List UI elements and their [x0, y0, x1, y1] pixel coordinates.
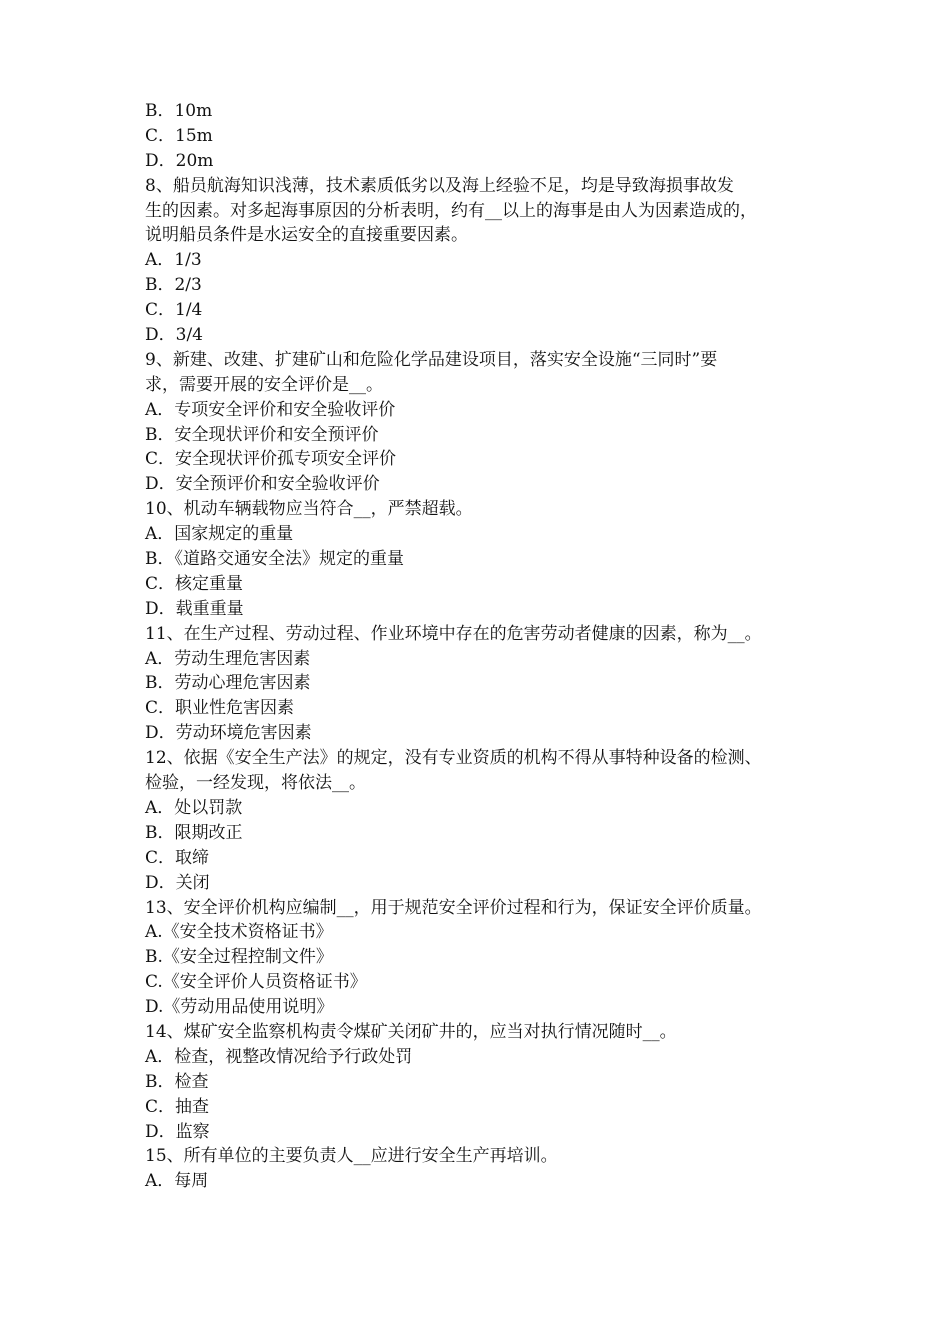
option-d: D．载重重量	[145, 598, 244, 619]
option-d: D．3/4	[145, 325, 203, 346]
option-d: D．监察	[145, 1121, 210, 1142]
document-page	[145, 99, 815, 1194]
question-text: 15、所有单位的主要负责人__应进行安全生产再培训。	[145, 1146, 558, 1167]
option-a: A.《安全技术资格证书》	[145, 922, 333, 943]
question-text: 14、煤矿安全监察机构责令煤矿关闭矿井的，应当对执行情况随时__。	[145, 1021, 677, 1042]
question-text: 9、新建、改建、扩建矿山和危险化学品建设项目，落实安全设施“三同时”要	[145, 349, 718, 370]
question-10	[145, 497, 815, 621]
option-b: B．限期改正	[145, 822, 243, 843]
option-d: D．20m	[145, 150, 214, 171]
question-15	[145, 1144, 815, 1194]
option-d: D.《劳动用品使用说明》	[145, 997, 334, 1018]
option-c: C．职业性危害因素	[145, 698, 295, 719]
option-b: B．安全现状评价和安全预评价	[145, 424, 379, 445]
question-text: 求，需要开展的安全评价是__。	[145, 374, 383, 395]
option-d: D．安全预评价和安全验收评价	[145, 474, 380, 495]
question-13	[145, 896, 815, 1020]
question-8	[145, 174, 815, 348]
option-d: D．劳动环境危害因素	[145, 723, 312, 744]
question-text: 8、船员航海知识浅薄，技术素质低劣以及海上经验不足，均是导致海损事故发	[145, 175, 734, 196]
question-text: 12、依据《安全生产法》的规定，没有专业资质的机构不得从事特种设备的检测、	[145, 748, 762, 769]
option-b: B.《安全过程控制文件》	[145, 947, 333, 968]
option-a: A．专项安全评价和安全验收评价	[145, 399, 396, 420]
question-text: 11、在生产过程、劳动过程、作业环境中存在的危害劳动者健康的因素，称为__。	[145, 623, 762, 644]
option-c: C．核定重量	[145, 573, 244, 594]
question-text: 13、安全评价机构应编制__，用于规范安全评价过程和行为，保证安全评价质量。	[145, 897, 762, 918]
option-c: C．抽查	[145, 1096, 210, 1117]
question-text: 生的因素。对多起海事原因的分析表明，约有__以上的海事是由人为因素造成的，	[145, 200, 757, 221]
question-text: 10、机动车辆载物应当符合__，严禁超载。	[145, 499, 473, 520]
option-a: A．检查，视整改情况给予行政处罚	[145, 1046, 413, 1067]
option-c: C．安全现状评价孤专项安全评价	[145, 449, 397, 470]
option-a: A．每周	[145, 1171, 209, 1192]
prev-question-options	[145, 99, 815, 174]
option-b: B．10m	[145, 101, 213, 121]
option-b: B．《道路交通安全法》规定的重量	[145, 549, 404, 570]
question-text: 说明船员条件是水运安全的直接重要因素。	[145, 225, 468, 246]
option-a: A．处以罚款	[145, 797, 243, 818]
option-c: C．15m	[145, 125, 213, 146]
option-c: C.《安全评价人员资格证书》	[145, 972, 367, 993]
option-a: A．国家规定的重量	[145, 524, 294, 545]
option-b: B．劳动心理危害因素	[145, 673, 311, 694]
question-9	[145, 348, 815, 497]
option-d: D．关闭	[145, 872, 210, 893]
question-text: 检验，一经发现，将依法__。	[145, 773, 366, 794]
question-11	[145, 622, 815, 746]
option-b: B．检查	[145, 1071, 209, 1092]
option-a: A．劳动生理危害因素	[145, 648, 311, 669]
option-c: C．取缔	[145, 847, 210, 868]
question-14	[145, 1020, 815, 1144]
option-a: A．1/3	[145, 250, 202, 271]
option-c: C．1/4	[145, 300, 203, 321]
option-b: B．2/3	[145, 275, 202, 296]
question-12	[145, 746, 815, 895]
